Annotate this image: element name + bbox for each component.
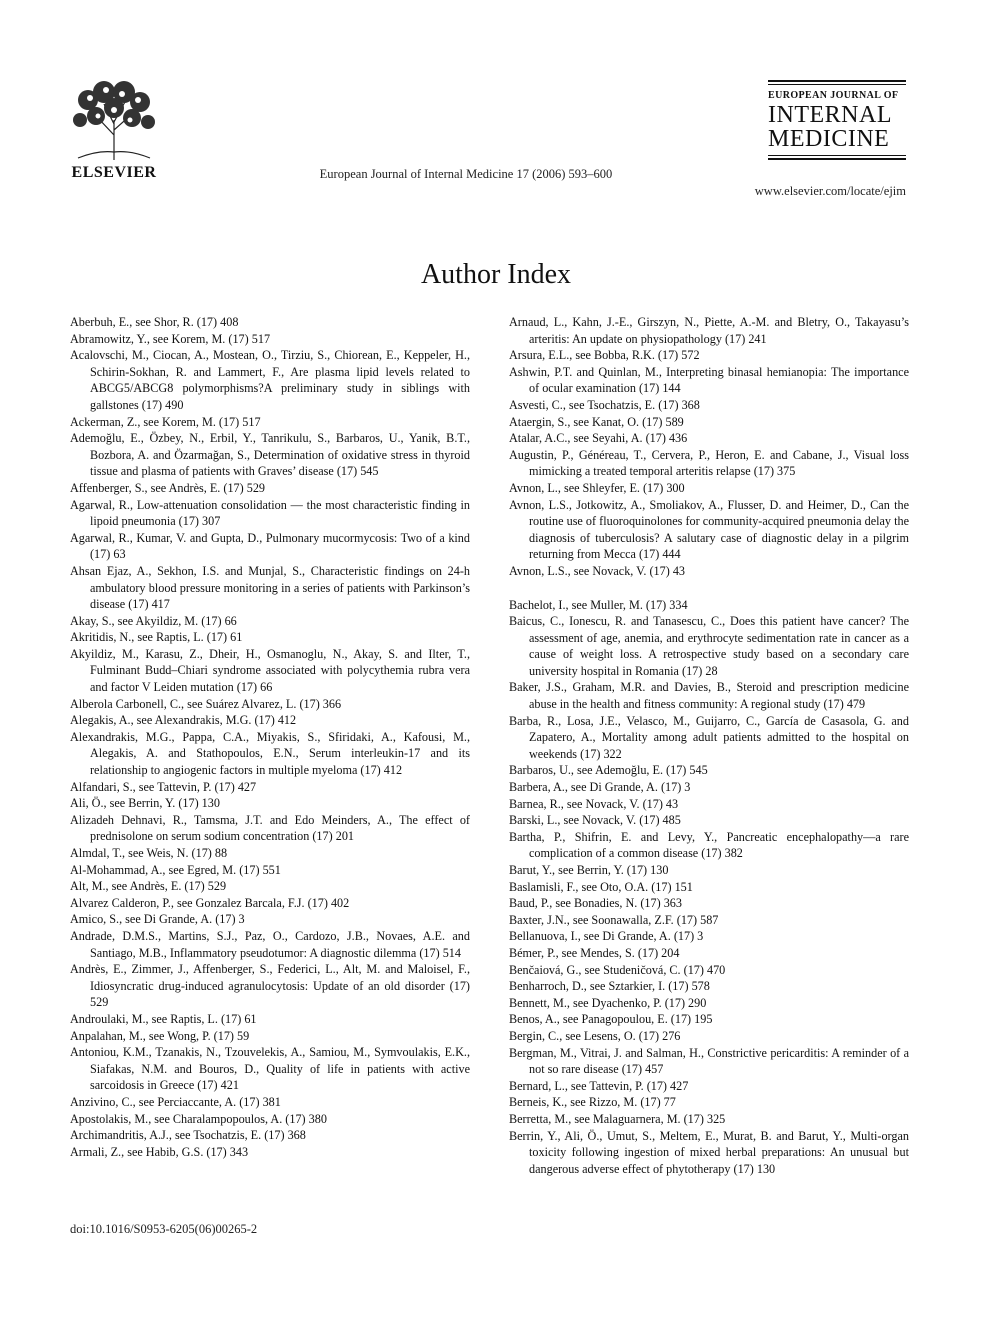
index-entry: Aberbuh, E., see Shor, R. (17) 408 — [70, 315, 239, 329]
index-entry: Acalovschi, M., Ciocan, A., Mostean, O., Tirziu, S., Chiorean, E., Keppeler, H., Schirin-Sokhan, R. and Lammert, F., Are plasma lipid levels related to ABCG5/ABCG8 polymorphisms?A preliminary study in siblings with gallstones (17) 490 — [70, 348, 470, 412]
index-entry: Archimandritis, A.J., see Tsochatzis, E. (17) 368 — [70, 1128, 306, 1143]
index-entry: Berretta, M., see Malaguarnera, M. (17) 325 — [509, 1111, 726, 1126]
index-entry: Amico, S., see Di Grande, A. (17) 3 — [70, 912, 245, 927]
journal-brand — [768, 80, 906, 162]
index-entry: Almdal, T., see Weis, N. (17) 88 — [70, 846, 228, 860]
index-entry: Al-Mohammad, A., see Egred, M. (17) 551 — [70, 862, 281, 877]
right-column-b-entries — [509, 597, 909, 1178]
index-entry: Akay, S., see Akyildiz, M. (17) 66 — [70, 613, 237, 628]
right-column — [509, 314, 909, 1177]
letter-group-spacer — [509, 580, 909, 597]
index-entry: Alfandari, S., see Tattevin, P. (17) 427 — [70, 779, 257, 794]
index-entry: Abramowitz, Y., see Korem, M. (17) 517 — [70, 331, 271, 346]
elsevier-logo — [68, 80, 160, 180]
index-entry: Barnea, R., see Novack, V. (17) 43 — [509, 796, 679, 811]
page-title: Author Index — [420, 258, 572, 290]
index-entry: Baslamisli, F., see Oto, O.A. (17) 151 — [509, 879, 693, 894]
index-entry: Asvesti, C., see Tsochatzis, E. (17) 368 — [509, 397, 700, 412]
index-entry: Agarwal, R., Kumar, V. and Gupta, D., Pulmonary mucormycosis: Two of a kind (17) 63 — [70, 530, 470, 562]
right-column-a-entries — [509, 314, 909, 580]
index-entry: Affenberger, S., see Andrès, E. (17) 529 — [70, 480, 266, 495]
index-entry: Bémer, P., see Mendes, S. (17) 204 — [509, 945, 680, 960]
left-column — [70, 314, 470, 1160]
index-entry: Apostolakis, M., see Charalampopoulos, A. (17) 380 — [70, 1111, 327, 1126]
brand-rule-second — [768, 84, 906, 85]
index-entry: Barbaros, U., see Ademoğlu, E. (17) 545 — [509, 763, 708, 778]
index-entry: Andrès, E., Zimmer, J., Affenberger, S., Federici, L., Alt, M. and Maloisel, F., Idiosyncratic drug-induced agranulocytosis: Update of an old disorder (17) 529 — [70, 962, 470, 1010]
index-entry: Anpalahan, M., see Wong, P. (17) 59 — [70, 1028, 250, 1043]
index-entry: Arsura, E.L., see Bobba, R.K. (17) 572 — [509, 348, 700, 363]
index-entry: Avnon, L., see Shleyfer, E. (17) 300 — [509, 480, 685, 495]
index-entry: Antoniou, K.M., Tzanakis, N., Tzouvelekis, A., Samiou, M., Symvoulakis, E.K., Siafakas, N.M. and Bouros, D., Quality of life in patients with active sarcoidosis in Greece (17) 421 — [70, 1045, 470, 1093]
index-entry: Berrin, Y., Ali, Ö., Umut, S., Meltem, E., Murat, B. and Barut, Y., Multi-organ toxicity following ingestion of mixed herbal preparations: An unusual but dangerous adverse effect of phytotherapy (17) 130 — [509, 1128, 909, 1176]
index-entry: Agarwal, R., Low-attenuation consolidation — the most characteristic finding in lipoid pneumonia (17) 307 — [70, 497, 470, 529]
index-entry: Alt, M., see Andrès, E. (17) 529 — [70, 879, 227, 894]
index-entry: Avnon, L.S., Jotkowitz, A., Smoliakov, A., Flusser, D. and Heimer, D., Can the routine use of fluoroquinolones for community-acquired pneumonia delay the diagnosis of tuberculosis? A salutary case of diagnostic delay in a pilgrim returning from Mecca (17) 444 — [509, 497, 909, 562]
index-entry: Armali, Z., see Habib, G.S. (17) 343 — [70, 1144, 249, 1159]
index-entry: Bartha, P., Shifrin, E. and Levy, Y., Pancreatic encephalopathy—a rare complication of a common disease (17) 382 — [509, 829, 909, 861]
index-entry: Ali, Ö., see Berrin, Y. (17) 130 — [70, 796, 220, 811]
index-entry: Androulaki, M., see Raptis, L. (17) 61 — [70, 1011, 257, 1026]
index-entry: Augustin, P., Généreau, T., Cervera, P., Heron, E. and Cabane, J., Visual loss mimicking a treated temporal arteritis relapse (17) 375 — [509, 447, 909, 479]
index-entry: Baud, P., see Bonadies, N. (17) 363 — [509, 896, 682, 911]
index-entry: Alegakis, A., see Alexandrakis, M.G. (17) 412 — [70, 713, 297, 728]
index-entry: Benos, A., see Panagopoulou, E. (17) 195 — [509, 1012, 713, 1027]
index-entry: Benharroch, D., see Sztarkier, I. (17) 578 — [509, 979, 710, 994]
index-entry: Benčaiová, G., see Studeničová, C. (17) 470 — [509, 962, 726, 977]
index-entry: Arnaud, L., Kahn, J.-E., Girszyn, N., Piette, A.-M. and Bletry, O., Takayasu’s arteritis: An update on physiopathology (17) 241 — [509, 315, 909, 346]
index-entry: Bellanuova, I., see Di Grande, A. (17) 3 — [509, 929, 704, 944]
index-entry: Atalar, A.C., see Seyahi, A. (17) 436 — [509, 431, 688, 446]
publisher-name: ELSEVIER — [71, 164, 157, 181]
journal-name-line3: MEDICINE — [768, 126, 890, 152]
index-entry: Bergin, C., see Lesens, O. (17) 276 — [509, 1028, 681, 1043]
brand-rule-base — [768, 158, 906, 160]
journal-name-line2: INTERNAL — [768, 102, 892, 128]
index-entry: Baker, J.S., Graham, M.R. and Davies, B., Steroid and prescription medicine abuse in the health and fitness community: A regional study (17) 479 — [509, 680, 909, 712]
index-entry: Alberola Carbonell, C., see Suárez Alvarez, L. (17) 366 — [70, 696, 342, 711]
elsevier-tree-icon — [68, 80, 160, 162]
index-entry: Ashwin, P.T. and Quinlan, M., Interpreting binasal hemianopia: The importance of ocular examination (17) 144 — [509, 364, 909, 396]
index-entry: Akyildiz, M., Karasu, Z., Dheir, H., Osmanoglu, N., Akay, S. and Ilter, T., Fulminant Budd–Chiari syndrome associated with polycythemia rubra vera and factor V Leiden mutation (17) 66 — [70, 646, 470, 695]
index-entry: Barut, Y., see Berrin, Y. (17) 130 — [509, 863, 669, 877]
index-entry: Bergman, M., Vitrai, J. and Salman, H., Constrictive pericarditis: A reminder of a not so rare disease (17) 457 — [509, 1045, 909, 1077]
index-entry: Bernard, L., see Tattevin, P. (17) 427 — [509, 1078, 689, 1093]
index-entry: Akritidis, N., see Raptis, L. (17) 61 — [70, 630, 243, 645]
index-entry: Bachelot, I., see Muller, M. (17) 334 — [509, 597, 688, 612]
index-entry: Ackerman, Z., see Korem, M. (17) 517 — [70, 414, 261, 429]
index-entry: Anzivino, C., see Perciaccante, A. (17) 381 — [70, 1094, 281, 1109]
index-entry: Andrade, D.M.S., Martins, S.J., Paz, O., Cardozo, J.B., Novaes, A.E. and Santiago, M.B., Inflammatory pseudotumor: A diagnostic dilemma (17) 514 — [70, 928, 470, 960]
doi-prefix: doi: — [70, 1222, 90, 1236]
journal-name-line1: EUROPEAN JOURNAL OF — [768, 90, 899, 101]
index-entry: Avnon, L.S., see Novack, V. (17) 43 — [509, 563, 686, 578]
brand-rule-bottom — [768, 155, 906, 156]
doi-link[interactable]: 10.1016/S0953-6205(06)00265-2 — [89, 1222, 258, 1236]
index-entry: Ataergin, S., see Kanat, O. (17) 589 — [509, 414, 684, 429]
index-entry: Alexandrakis, M.G., Pappa, C.A., Miyakis, S., Sfiridaki, A., Kafousi, M., Alegakis, A. and Stathopoulos, E.N., Serum interleukin-17 and its relationship to angiogenic factors in multiple myeloma (17) 412 — [70, 729, 470, 778]
journal-citation: European Journal of Internal Medicine 17 (2006) 593–600 — [319, 167, 613, 181]
index-entry: Ahsan Ejaz, A., Sekhon, I.S. and Munjal, S., Characteristic findings on 24-h ambulatory blood pressure monitoring in a series of patients with Parkinson’s disease (17) 417 — [70, 563, 470, 612]
index-entry: Ademoğlu, E., Özbey, N., Erbil, Y., Tanrikulu, S., Barbaros, U., Yanik, B.T., Bozbora, A. and Özarmağan, S., Determination of oxidative stress in thyroid tissue and plasma of patients with Graves’ disease (17) 545 — [70, 431, 470, 479]
index-entry: Alizadeh Dehnavi, R., Tamsma, J.T. and Edo Meinders, A., The effect of prednisolone on serum sodium concentration (17) 201 — [70, 812, 470, 844]
index-entry: Barba, R., Losa, J.E., Velasco, M., Guijarro, C., García de Casasola, G. and Zapatero, A., Mortality among adult patients admitted to the hospital on weekends (17) 322 — [509, 713, 909, 761]
index-entry: Barbera, A., see Di Grande, A. (17) 3 — [509, 780, 691, 795]
brand-rule-top — [768, 80, 906, 82]
index-entry: Berneis, K., see Rizzo, M. (17) 77 — [509, 1095, 676, 1110]
index-entry: Baicus, C., Ionescu, R. and Tanasescu, C., Does this patient have cancer? The assessment of age, anemia, and erythrocyte sedimentation rate in cancer as a cause of weight loss. A retrospective study based on a secondary care university hospital in Romania (17) 28 — [509, 614, 909, 678]
index-entry: Baxter, J.N., see Soonawalla, Z.F. (17) 587 — [509, 912, 719, 927]
journal-url[interactable]: www.elsevier.com/locate/ejim — [754, 184, 906, 198]
index-entry: Alvarez Calderon, P., see Gonzalez Barcala, F.J. (17) 402 — [70, 895, 350, 910]
index-entry: Barski, L., see Novack, V. (17) 485 — [509, 813, 681, 828]
index-entry: Bennett, M., see Dyachenko, P. (17) 290 — [509, 995, 707, 1010]
doi-footer — [70, 1222, 257, 1237]
